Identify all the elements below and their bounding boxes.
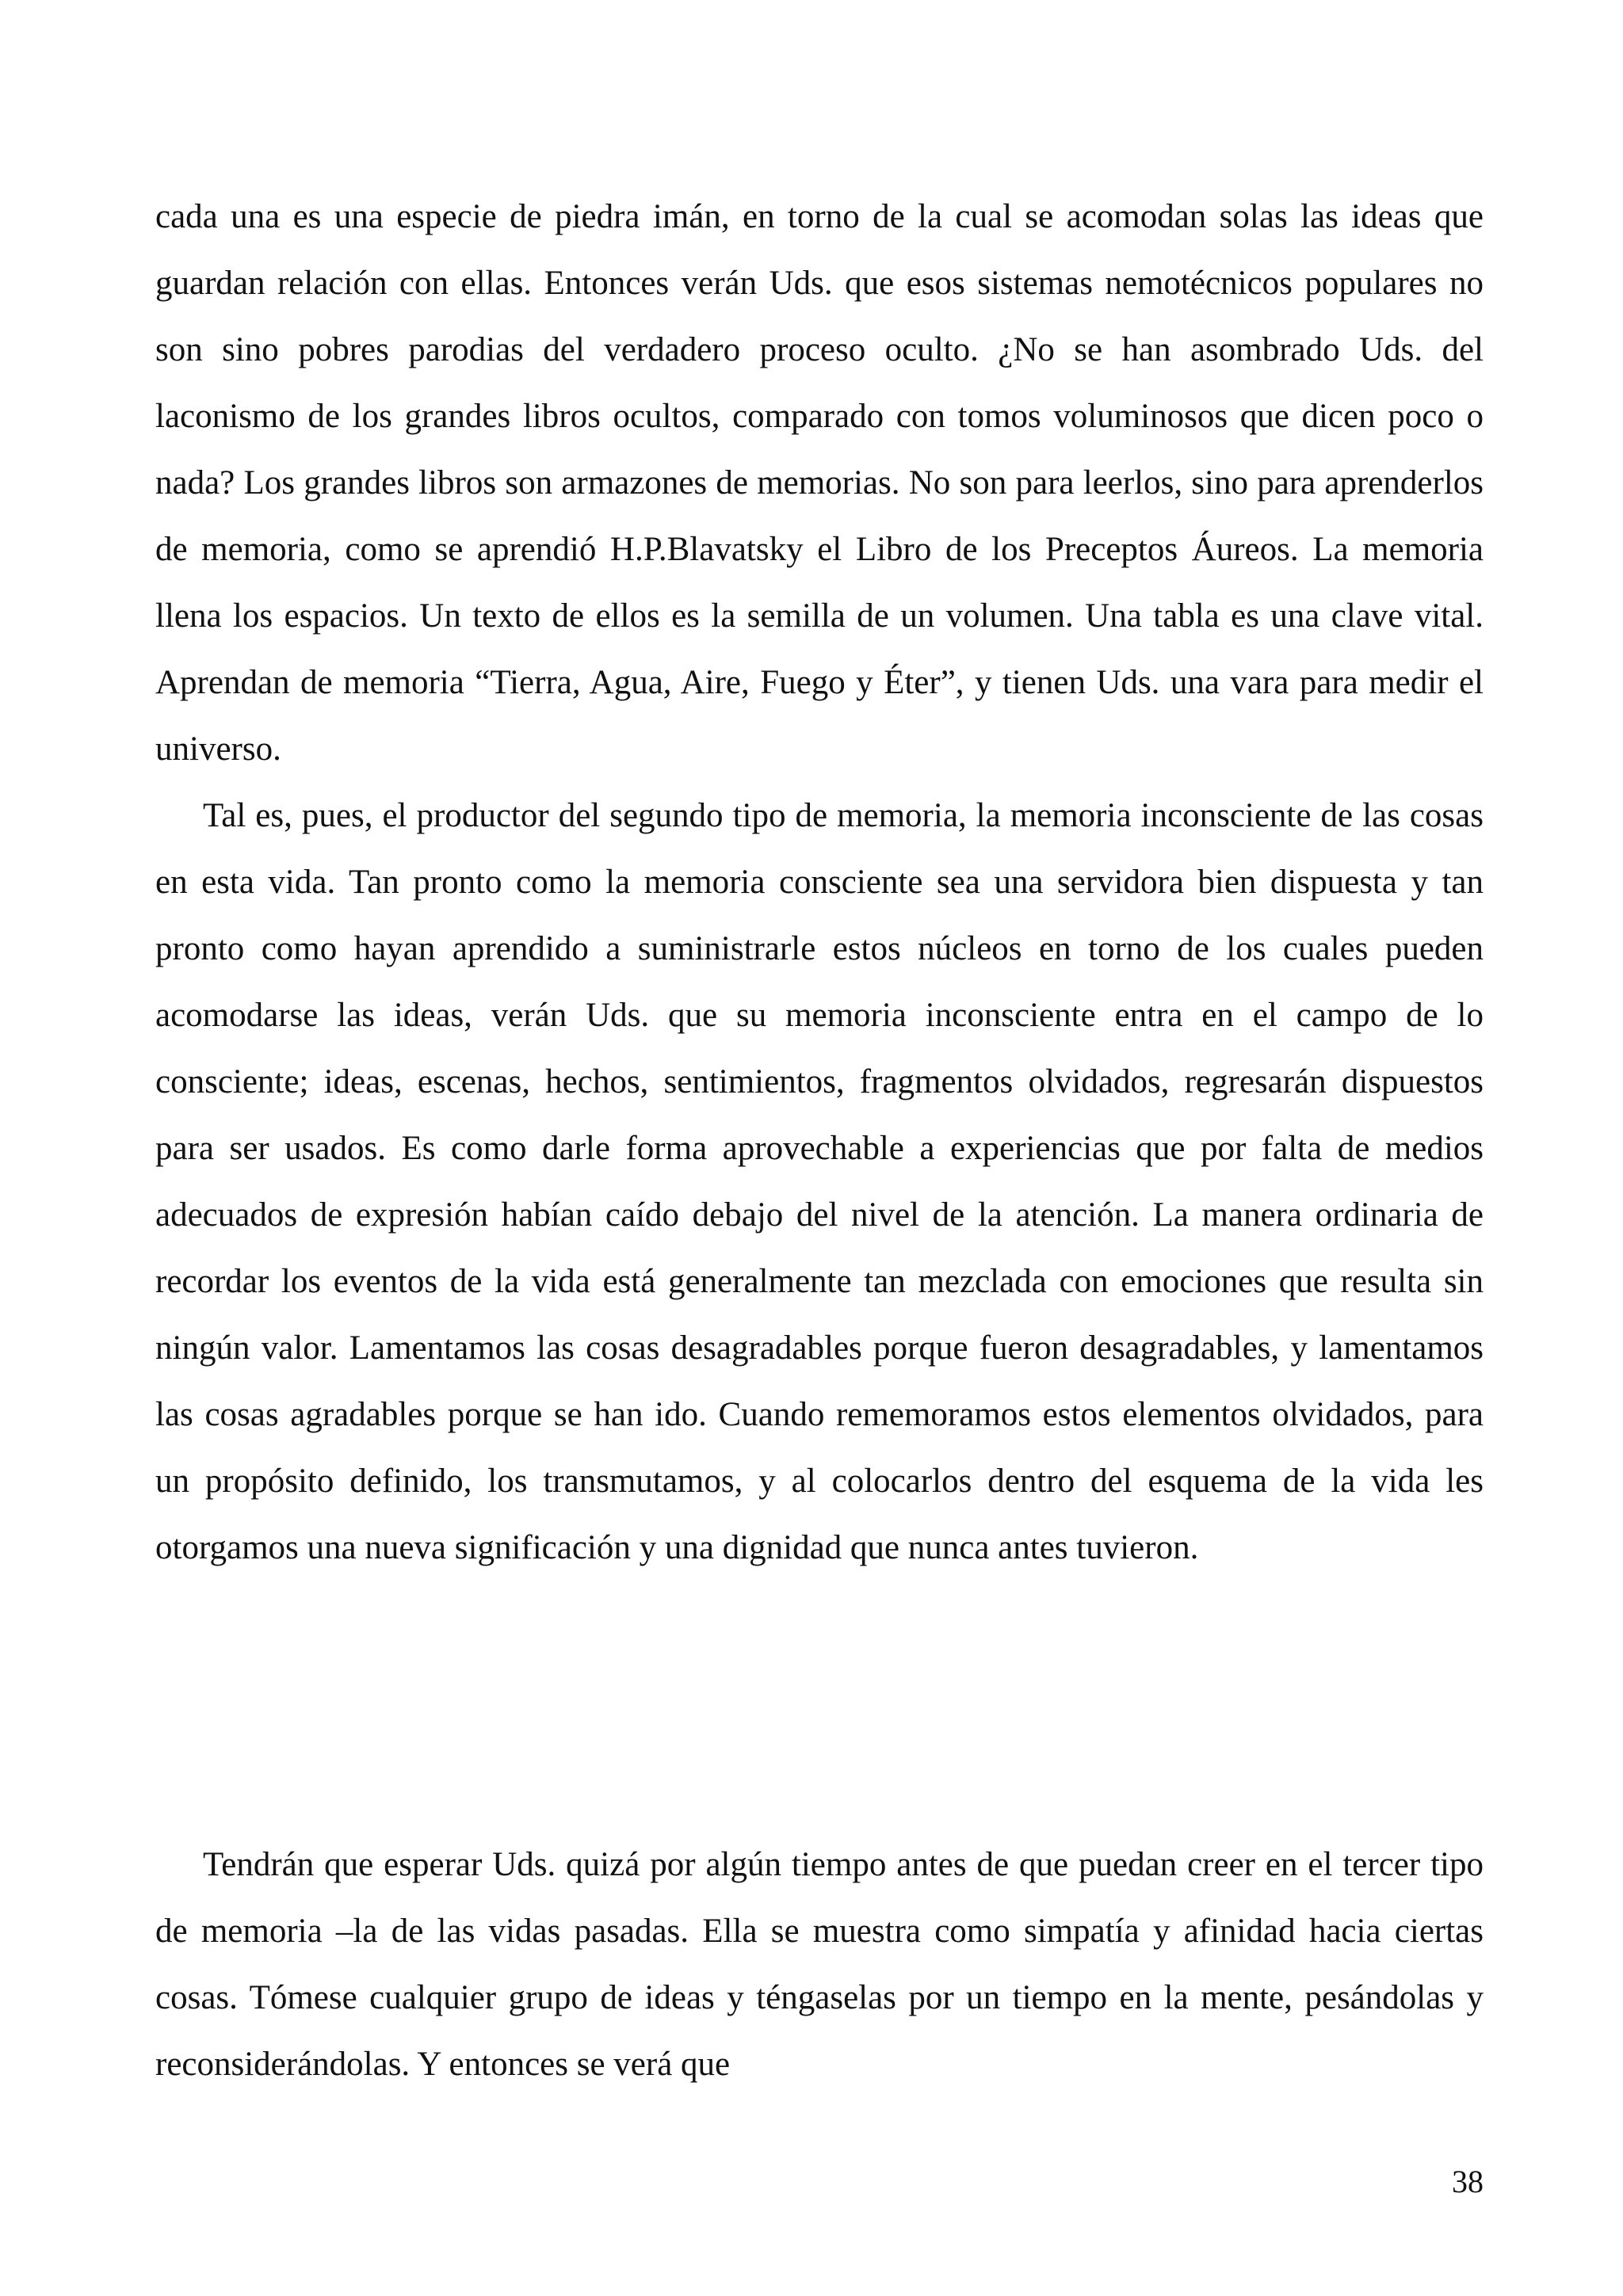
page-number: 38: [1452, 2164, 1484, 2199]
paragraph-memory-third-type: Tendrán que esperar Uds. quizá por algún tiempo antes de que puedan creer en el tercer tipo de memoria –la de las vidas pasadas. Ella se muestra como simpatía y afinidad hacia ciertas cosas. Tómese cualquier grupo de ideas y téngaselas por un tiempo en la mente, pesándolas y reconsiderándolas. Y entonces se verá que: [155, 1846, 1484, 2083]
paragraph-continuation: cada una es una especie de piedra imán, en torno de la cual se acomodan solas las ideas que guardan relación con ellas. Entonces verán Uds. que esos sistemas nemotécnicos populares no son sino pobres parodias del verdadero proceso oculto. ¿No se han asombrado Uds. del laconismo de los grandes libros ocultos, comparado con tomos voluminosos que dicen poco o nada? Los grandes libros son armazones de memorias. No son para leerlos, sino para aprenderlos de memoria, como se aprendió H.P.Blavatsky el Libro de los Preceptos Áureos. La memoria llena los espacios. Un texto de ellos es la semilla de un volumen. Una tabla es una clave vital. Aprendan de memoria “Tierra, Agua, Aire, Fuego y Éter”, y tienen Uds. una vara para medir el universo.: [155, 198, 1484, 768]
body-text-upper: [155, 184, 1484, 1581]
body-text-lower: [155, 1832, 1484, 2098]
paragraph-memory-second-type: Tal es, pues, el productor del segundo tipo de memoria, la memoria inconsciente de las cosas en esta vida. Tan pronto como la memoria consciente sea una servidora bien dispuesta y tan pronto como hayan aprendido a suministrarle estos núcleos en torno de los cuales pueden acomodarse las ideas, verán Uds. que su memoria inconsciente entra en el campo de lo consciente; ideas, escenas, hechos, sentimientos, fragmentos olvidados, regresarán dispuestos para ser usados. Es como darle forma aprovechable a experiencias que por falta de medios adecuados de expresión habían caído debajo del nivel de la atención. La manera ordinaria de recordar los eventos de la vida está generalmente tan mezclada con emociones que resulta sin ningún valor. Lamentamos las cosas desagradables porque fueron desagradables, y lamentamos las cosas agradables porque se han ido. Cuando rememoramos estos elementos olvidados, para un propósito definido, los transmutamos, y al colocarlos dentro del esquema de la vida les otorgamos una nueva significación y una dignidad que nunca antes tuvieron.: [155, 797, 1484, 1566]
